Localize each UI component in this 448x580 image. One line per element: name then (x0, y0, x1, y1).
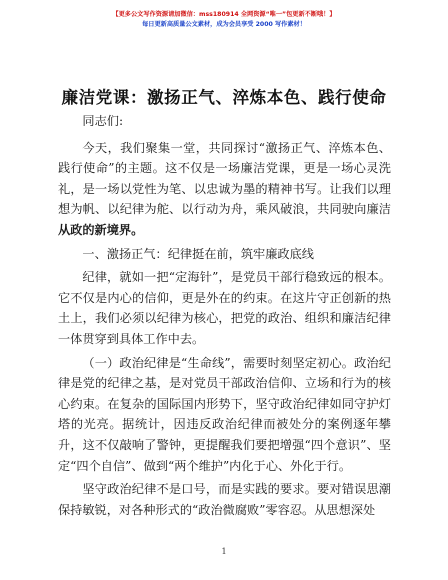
intro-text-bold: 从政的新境界。 (58, 222, 144, 237)
promo-line-contact: 【更多公文写作资源请加微信：mss180914 全网资源“唯一”包更新不断哦！】 (112, 11, 336, 18)
intro-text: 今天，我们聚集一堂，共同探讨“激扬正气、淬炼本色、践行使命”的主题。这不仅是一场廉洁党课，更是一场心灵洗礼，是一场以党性为笔、以忠诚为墨的精神书写。让我们以理想为帆、以纪律为舵、以行动为舟，乘风破浪，共同驶向廉洁 (58, 140, 391, 217)
salutation: 同志们: (82, 114, 124, 128)
intro-paragraph (58, 138, 391, 241)
subsection-paragraph: （一）政治纪律是“生命线”，需要时刻坚定初心。政治纪律是党的纪律之基，是对党员干部政治信仰、立场和行为的核心约束。在复杂的国际国内形势下，坚守政治纪律如同守护灯塔的光亮。据统计，因违反政治纪律而被处分的案例逐年攀升，这不仅敲响了警钟，更提醒我们要把增强“四个意识”、坚定“四个自信”、做到“两个维护”内化于心、外化于行。 (58, 355, 391, 473)
body-paragraph: 坚守政治纪律不是口号，而是实践的要求。要对错误思潮保持敏锐，对各种形式的“政治微腐败”零容忍。从思想深处 (58, 482, 391, 517)
page-number: 1 (221, 547, 227, 556)
section-heading: 一、激扬正气：纪律挺在前，筑牢廉政底线 (82, 246, 314, 261)
promo-line-membership: 每日更新高质量公文素材，成为会员享受 2000 写作素材！ (142, 21, 306, 28)
document-body (58, 111, 391, 520)
section-paragraph: 纪律，就如一把“定海针”，是党员干部行稳致远的根本。它不仅是内心的信仰，更是外在的约束。在这片守正创新的热土上，我们必须以纪律为核心，把党的政治、组织和廉洁纪律一体贯穿到具体工作中去。 (58, 270, 391, 346)
document-title: 廉洁党课：激扬正气、淬炼本色、践行使命 (61, 88, 387, 107)
header-banner (0, 10, 448, 30)
